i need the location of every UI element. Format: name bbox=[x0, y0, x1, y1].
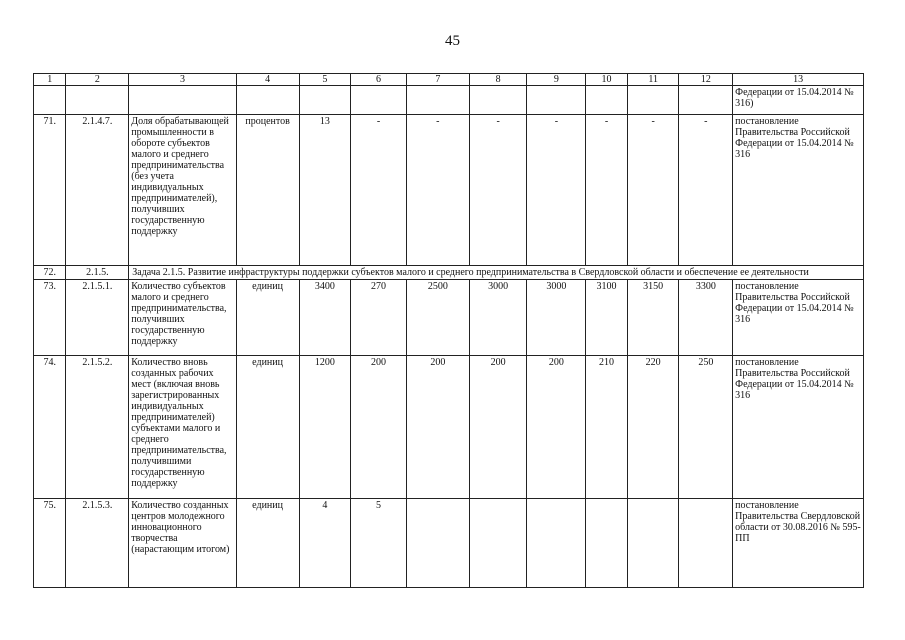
table-row bbox=[34, 356, 864, 499]
row-code: 2.1.5.1. bbox=[66, 280, 129, 356]
source-cell: Федерации от 15.04.2014 № 316) bbox=[733, 86, 864, 115]
indicator-name: Количество вновь созданных рабочих мест (включая вновь зарегистрированных индивидуальных предпринимателей) субъектами малого и среднего предпринимательства, получившими государственную поддержку bbox=[129, 356, 236, 499]
row-code: 2.1.4.7. bbox=[66, 115, 129, 266]
unit-cell: единиц bbox=[236, 499, 299, 588]
column-header: 5 bbox=[299, 74, 351, 86]
column-header: 10 bbox=[586, 74, 628, 86]
value-cell: 4 bbox=[299, 499, 351, 588]
value-cell bbox=[679, 499, 733, 588]
value-cell: 3000 bbox=[469, 280, 527, 356]
row-number: 73. bbox=[34, 280, 66, 356]
source-cell: постановление Правительства Российской Федерации от 15.04.2014 № 316 bbox=[733, 356, 864, 499]
source-cell: постановление Правительства Свердловской области от 30.08.2016 № 595-ПП bbox=[733, 499, 864, 588]
value-cell: 200 bbox=[406, 356, 469, 499]
value-cell: 270 bbox=[351, 280, 407, 356]
indicator-name: Количество созданных центров молодежного инновационного творчества (нарастающим итогом) bbox=[129, 499, 236, 588]
value-cell: 13 bbox=[299, 115, 351, 266]
indicators-table bbox=[33, 73, 864, 588]
table-row bbox=[34, 115, 864, 266]
row-code: 2.1.5.2. bbox=[66, 356, 129, 499]
value-cell: - bbox=[351, 115, 407, 266]
unit-cell: процентов bbox=[236, 115, 299, 266]
value-cell: 3150 bbox=[627, 280, 679, 356]
column-header: 11 bbox=[627, 74, 679, 86]
value-cell bbox=[527, 499, 586, 588]
row-number: 75. bbox=[34, 499, 66, 588]
indicator-name: Количество субъектов малого и среднего предпринимательства, получивших государственную поддержку bbox=[129, 280, 236, 356]
value-cell: 3300 bbox=[679, 280, 733, 356]
value-cell: - bbox=[469, 115, 527, 266]
source-cell: постановление Правительства Российской Федерации от 15.04.2014 № 316 bbox=[733, 280, 864, 356]
source-cell: постановление Правительства Российской Федерации от 15.04.2014 № 316 bbox=[733, 115, 864, 266]
value-cell: 2500 bbox=[406, 280, 469, 356]
value-cell bbox=[469, 499, 527, 588]
column-header: 8 bbox=[469, 74, 527, 86]
row-number: 74. bbox=[34, 356, 66, 499]
value-cell: 220 bbox=[627, 356, 679, 499]
column-header: 4 bbox=[236, 74, 299, 86]
column-header: 1 bbox=[34, 74, 66, 86]
value-cell: 200 bbox=[527, 356, 586, 499]
value-cell: - bbox=[679, 115, 733, 266]
unit-cell: единиц bbox=[236, 280, 299, 356]
value-cell: 1200 bbox=[299, 356, 351, 499]
value-cell: 3100 bbox=[586, 280, 628, 356]
value-cell: - bbox=[527, 115, 586, 266]
value-cell bbox=[406, 499, 469, 588]
column-header: 2 bbox=[66, 74, 129, 86]
task-row bbox=[34, 266, 864, 280]
value-cell: 200 bbox=[351, 356, 407, 499]
unit-cell: единиц bbox=[236, 356, 299, 499]
continuation-row bbox=[34, 86, 864, 115]
column-header: 6 bbox=[351, 74, 407, 86]
page-number: 45 bbox=[445, 33, 460, 49]
value-cell: 250 bbox=[679, 356, 733, 499]
value-cell: 3000 bbox=[527, 280, 586, 356]
column-header: 3 bbox=[129, 74, 236, 86]
value-cell: 200 bbox=[469, 356, 527, 499]
column-header: 12 bbox=[679, 74, 733, 86]
row-number: 71. bbox=[34, 115, 66, 266]
table-row bbox=[34, 280, 864, 356]
column-header: 13 bbox=[733, 74, 864, 86]
header-row bbox=[34, 74, 864, 86]
value-cell: 3400 bbox=[299, 280, 351, 356]
indicator-name: Доля обрабатывающей промышленности в обороте субъектов малого и среднего предпринимательства (без учета индивидуальных предпринимателей), получивших государственную поддержку bbox=[129, 115, 236, 266]
row-code: 2.1.5. bbox=[66, 266, 129, 280]
value-cell bbox=[627, 499, 679, 588]
value-cell: - bbox=[406, 115, 469, 266]
value-cell: - bbox=[586, 115, 628, 266]
table-row bbox=[34, 499, 864, 588]
value-cell: 5 bbox=[351, 499, 407, 588]
value-cell bbox=[586, 499, 628, 588]
column-header: 7 bbox=[406, 74, 469, 86]
value-cell: 210 bbox=[586, 356, 628, 499]
value-cell: - bbox=[627, 115, 679, 266]
row-number: 72. bbox=[34, 266, 66, 280]
row-code: 2.1.5.3. bbox=[66, 499, 129, 588]
task-title: Задача 2.1.5. Развитие инфраструктуры поддержки субъектов малого и среднего предпринимательства в Свердловской области и обеспечение ее деятельности bbox=[129, 266, 864, 280]
column-header: 9 bbox=[527, 74, 586, 86]
